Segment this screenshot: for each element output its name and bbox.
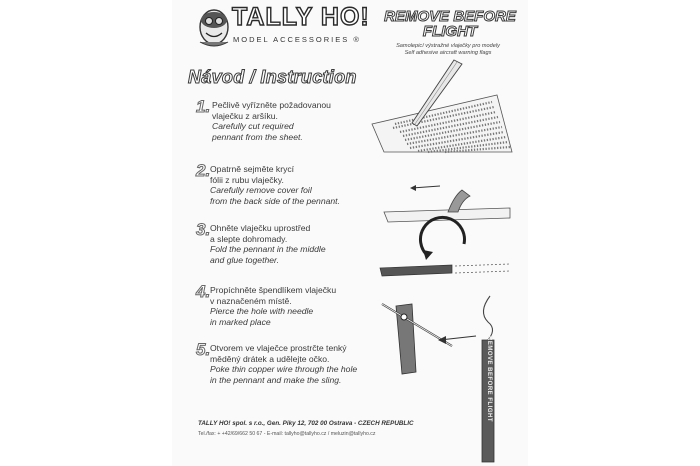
pilot-logo-icon [200,10,228,46]
sheet-illustration [372,60,512,152]
step-number-3: 3. [196,220,211,239]
step-number-2: 2. [196,161,211,180]
instruction-heading: Návod / Instruction [188,67,357,87]
step-1-text: Pečlivě vyřízněte požadovanou vlaječku z aršíku. Carefully cut required pennant from the sheet. [212,100,331,142]
fold-illustration [380,217,510,276]
step-4-text: Propíchněte špendlíkem vlaječku v naznačeném místě. Pierce the hole with needle in marked place [210,285,337,327]
footer-contact: Tel./fax: + +42/69/662 50 67 - E-mail: tallyho@tallyho.cz / meluzin@tallyho.cz [198,431,376,437]
brand-tagline: MODEL ACCESSORIES ® [233,35,361,44]
step-3-text: Ohněte vlaječku uprostřed a slepte dohromady. Fold the pennant in the middle and glue together. [210,223,326,265]
sheet-title: REMOVE BEFORE FLIGHT [384,8,516,40]
step-2-text: Opatrně sejměte krycí fólii z rubu vlaječky. Carefully remove cover foil from the back side of the pennant. [210,164,340,206]
brand-logo: TALLY HO! [232,3,370,31]
pennant-label: REMOVE BEFORE FLIGHT [486,336,492,423]
footer-address: TALLY HO! spol. s r.o., Gen. Piky 12, 702 00 Ostrava - CZECH REPUBLIC [198,420,414,427]
sheet-subtitle: Samolepicí výstražné vlaječky pro modely Self adhesive aircraft warning flags [396,43,500,56]
step-number-1: 1. [196,97,211,116]
step-number-5: 5. [196,340,211,359]
step-5-text: Otvorem ve vlaječce prostrčte tenký měděný drátek a udělejte očko. Poke thin copper wire through the hole in the pennant and make the sling. [210,343,358,385]
step-number-4: 4. [196,282,211,301]
